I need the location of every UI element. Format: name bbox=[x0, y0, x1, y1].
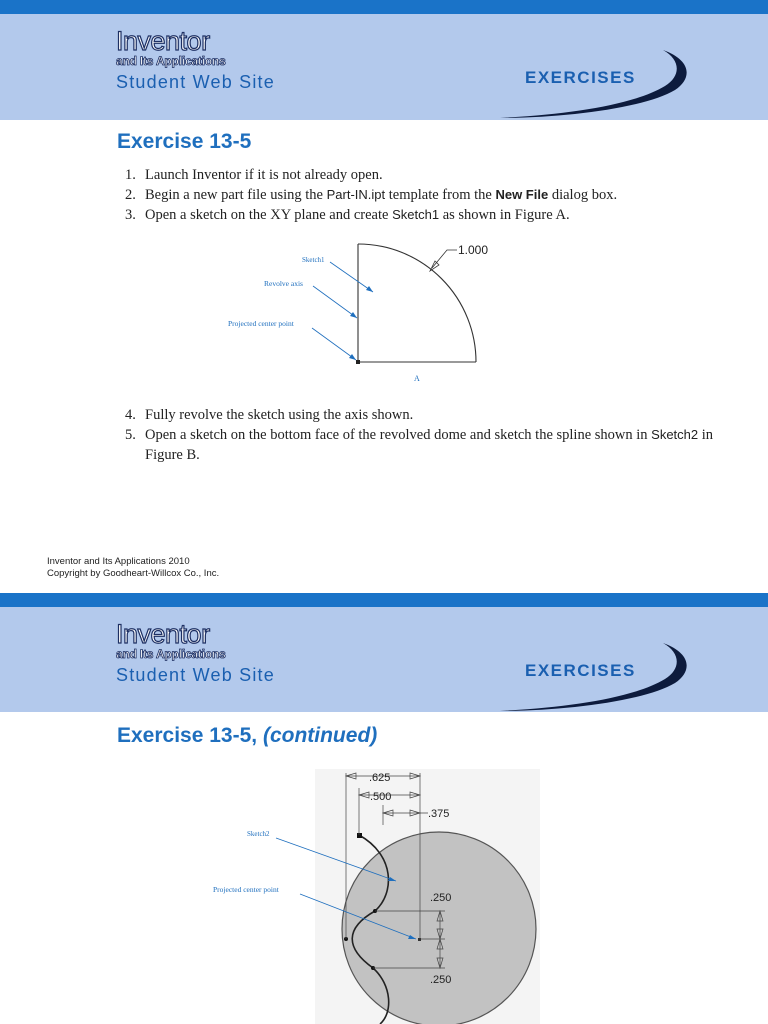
label-sketch2: Sketch2 bbox=[247, 830, 270, 838]
dimension-leader bbox=[432, 250, 457, 268]
label-center-point: Projected center point bbox=[228, 319, 294, 328]
dim-250-bottom: .250 bbox=[430, 974, 452, 986]
step-item: 2. Begin a new part file using the Part-IN.ipt template from the New File dialog box. bbox=[125, 187, 618, 203]
dim-500: .500 bbox=[370, 791, 392, 803]
center-point-marker bbox=[356, 360, 360, 364]
logo-title: Inventor bbox=[116, 619, 210, 649]
section-label: EXERCISES bbox=[525, 661, 636, 680]
quarter-arc bbox=[358, 244, 476, 362]
dim-375: .375 bbox=[428, 808, 450, 820]
step-number: 1. bbox=[125, 167, 136, 183]
page-2 bbox=[0, 593, 768, 1024]
spline-endpoint bbox=[357, 833, 362, 838]
page-title: Exercise 13-5, (continued) bbox=[117, 724, 378, 747]
logo-subtitle: and Its Applications bbox=[116, 647, 226, 661]
logo-subtitle: and Its Applications bbox=[116, 54, 226, 68]
figure-a bbox=[0, 0, 768, 400]
label-center-point: Projected center point bbox=[213, 885, 279, 894]
step-number: 4. bbox=[125, 407, 136, 423]
site-name: Student Web Site bbox=[116, 665, 275, 685]
figure-caption: A bbox=[414, 374, 420, 383]
page-title: Exercise 13-5 bbox=[117, 130, 252, 153]
label-sketch1: Sketch1 bbox=[302, 256, 325, 264]
center-point-marker bbox=[418, 938, 421, 941]
footer: Inventor and Its Applications 2010 Copyright by Goodheart-Willcox Co., Inc. bbox=[47, 556, 220, 579]
step-item: 4. Fully revolve the sketch using the axis shown. bbox=[125, 407, 414, 423]
site-name: Student Web Site bbox=[116, 72, 275, 92]
logo-title: Inventor bbox=[116, 26, 210, 56]
label-revolve-axis: Revolve axis bbox=[264, 279, 303, 288]
step-item: 5. Open a sketch on the bottom face of the revolved dome and sketch the spline shown in Sketch2 in Figure B. bbox=[125, 427, 714, 463]
figure-b bbox=[0, 593, 768, 1024]
step-item: 1. Launch Inventor if it is not already open. bbox=[125, 167, 383, 183]
dome-bottom-face bbox=[342, 832, 536, 1024]
step-number: 5. bbox=[125, 427, 136, 443]
step-number: 2. bbox=[125, 187, 136, 203]
instruction-list-continued bbox=[125, 405, 725, 465]
step-item: 3. Open a sketch on the XY plane and create Sketch1 as shown in Figure A. bbox=[125, 207, 570, 223]
dimension-label: 1.000 bbox=[458, 243, 489, 257]
dim-250-top: .250 bbox=[430, 892, 452, 904]
step-number: 3. bbox=[125, 207, 136, 223]
section-label: EXERCISES bbox=[525, 68, 636, 87]
dim-625: .625 bbox=[369, 772, 391, 784]
